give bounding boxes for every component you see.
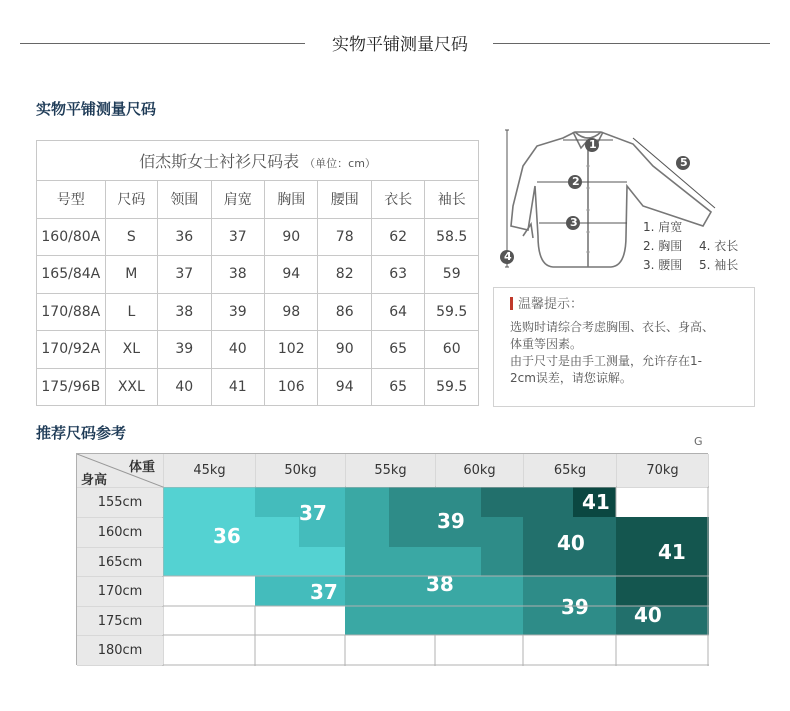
height-header: 170cm [77, 577, 163, 606]
table-cell: 94 [318, 368, 371, 406]
page-title: 实物平铺测量尺码 [332, 35, 468, 55]
size-label: 37 [299, 501, 327, 525]
col-header: 尺码 [105, 181, 157, 219]
size-table [36, 140, 479, 406]
table-row [37, 293, 479, 331]
table-cell: 175/96B [37, 368, 106, 406]
table-cell: 63 [371, 256, 424, 294]
col-header: 号型 [37, 181, 106, 219]
size-table-unit: （单位：cm） [304, 157, 376, 170]
tips-line: 由于尺寸是由手工测量，允许存在1- [510, 354, 702, 368]
table-cell: 59.5 [425, 368, 479, 406]
table-cell: 40 [211, 331, 264, 369]
tips-line: 体重等因素。 [510, 337, 583, 351]
weight-header: 65kg [524, 454, 616, 487]
table-cell: S [105, 218, 157, 256]
tips-title [510, 296, 738, 313]
col-header: 肩宽 [211, 181, 264, 219]
tips-accent-bar [510, 297, 513, 310]
section-title-recommend: 推荐尺码参考 [36, 424, 127, 442]
table-row [37, 256, 479, 294]
tips-title-text: 温馨提示： [518, 297, 584, 312]
table-cell: 41 [211, 368, 264, 406]
section-title-measure: 实物平铺测量尺码 [36, 100, 157, 118]
shirt-measure-diagram [493, 126, 755, 274]
height-header: 165cm [77, 548, 163, 576]
table-cell: 106 [265, 368, 318, 406]
table-cell: 59 [425, 256, 479, 294]
col-header: 腰围 [318, 181, 371, 219]
size-label: 41 [658, 540, 686, 564]
table-cell: M [105, 256, 157, 294]
header-rule-left [20, 43, 305, 44]
table-cell: 60 [425, 331, 479, 369]
table-cell: 78 [318, 218, 371, 256]
table-cell: 65 [371, 368, 424, 406]
table-cell: 165/84A [37, 256, 106, 294]
height-header: 175cm [77, 607, 163, 635]
table-cell: 94 [265, 256, 318, 294]
col-header: 胸围 [265, 181, 318, 219]
tips-line: 2cm误差，请您谅解。 [510, 371, 632, 385]
table-cell: 90 [318, 331, 371, 369]
size-table-caption [37, 141, 479, 181]
corner-weight-label: 体重 [129, 460, 156, 475]
size-label: 37 [310, 580, 338, 604]
marker-5: 5 [680, 156, 688, 169]
table-cell: 58.5 [425, 218, 479, 256]
table-cell: 38 [211, 256, 264, 294]
table-cell: L [105, 293, 157, 331]
legend-4: 4. 衣长 [699, 239, 739, 253]
corner-mark: G [694, 435, 703, 448]
table-cell: 170/88A [37, 293, 106, 331]
table-cell: 102 [265, 331, 318, 369]
weight-header: 45kg [164, 454, 255, 487]
table-cell: 98 [265, 293, 318, 331]
table-cell: 86 [318, 293, 371, 331]
size-label: 39 [561, 595, 589, 619]
tips-line: 选购时请综合考虑胸围、衣长、身高、 [510, 320, 715, 334]
table-cell: 65 [371, 331, 424, 369]
marker-4: 4 [504, 250, 512, 263]
marker-3: 3 [570, 216, 578, 229]
legend-5: 5. 袖长 [699, 258, 739, 272]
table-cell: 59.5 [425, 293, 479, 331]
table-cell: XL [105, 331, 157, 369]
size-label: 36 [213, 524, 241, 548]
marker-1: 1 [589, 138, 597, 151]
col-header: 领围 [158, 181, 211, 219]
size-table-header-row [37, 181, 479, 219]
header-rule-right [493, 43, 770, 44]
col-header: 衣长 [371, 181, 424, 219]
table-cell: XXL [105, 368, 157, 406]
weight-header: 70kg [617, 454, 708, 487]
height-header: 155cm [77, 488, 163, 517]
size-label: 41 [582, 490, 610, 514]
recommend-grid [76, 453, 708, 665]
table-cell: 40 [158, 368, 211, 406]
table-cell: 39 [211, 293, 264, 331]
table-cell: 62 [371, 218, 424, 256]
legend-3: 3. 腰围 [643, 258, 683, 272]
table-cell: 82 [318, 256, 371, 294]
table-row [37, 218, 479, 256]
table-cell: 90 [265, 218, 318, 256]
table-cell: 160/80A [37, 218, 106, 256]
legend-2: 2. 胸围 [643, 239, 683, 253]
size-label: 38 [426, 572, 454, 596]
size-label: 40 [557, 531, 585, 555]
size-label: 40 [634, 603, 662, 627]
table-cell: 37 [211, 218, 264, 256]
table-cell: 37 [158, 256, 211, 294]
legend-1: 1. 肩宽 [643, 220, 683, 234]
marker-2: 2 [572, 175, 580, 188]
table-row [37, 368, 479, 406]
col-header: 袖长 [425, 181, 479, 219]
size-table-title: 佰杰斯女士衬衫尺码表 [139, 152, 300, 171]
height-header: 180cm [77, 636, 163, 665]
weight-header: 60kg [436, 454, 523, 487]
table-cell: 36 [158, 218, 211, 256]
weight-header: 50kg [256, 454, 345, 487]
weight-header: 55kg [346, 454, 435, 487]
tips-box [493, 287, 755, 407]
size-label: 39 [437, 509, 465, 533]
table-cell: 64 [371, 293, 424, 331]
height-header: 160cm [77, 518, 163, 547]
table-cell: 170/92A [37, 331, 106, 369]
table-row [37, 331, 479, 369]
table-cell: 39 [158, 331, 211, 369]
corner-height-label: 身高 [81, 473, 108, 488]
table-cell: 38 [158, 293, 211, 331]
